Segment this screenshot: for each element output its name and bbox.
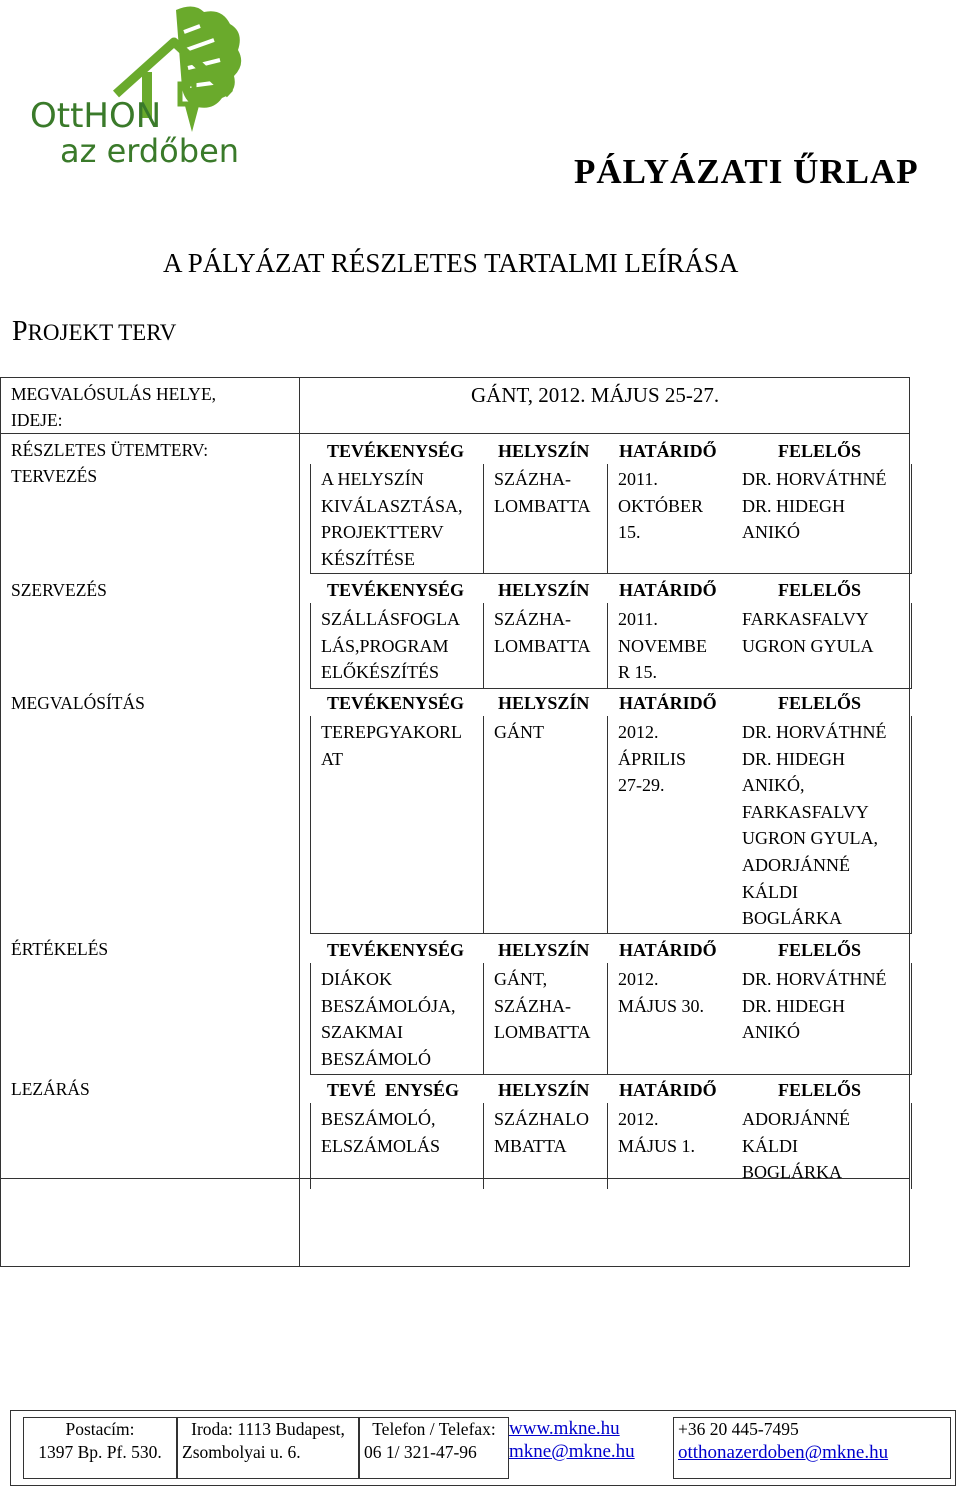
col-header-responsible: FELELŐS: [778, 693, 862, 713]
otthon-logo: [24, 2, 244, 172]
activity-cell: DIÁKOK BESZÁMOLÓJA, SZAKMAI BESZÁMOLÓ: [321, 969, 456, 1069]
col-header-place: HELYSZÍN: [498, 1080, 590, 1100]
col-header-responsible: FELELŐS: [778, 1080, 862, 1100]
footer-contact: [673, 1417, 951, 1479]
responsible-cell: FARKASFALVY UGRON GYULA: [742, 609, 874, 656]
place-cell: SZÁZHA- LOMBATTA: [494, 609, 591, 656]
section-title: [12, 316, 176, 348]
phone-value: 06 1/ 321-47-96: [364, 1442, 477, 1462]
responsible-cell: DR. HORVÁTHNÉ DR. HIDEGH ANIKÓ, FARKASFALVY UGRON GYULA, ADORJÁNNÉ KÁLDI BOGLÁRKA: [742, 722, 887, 929]
footer-phone: [359, 1417, 509, 1479]
col-header-deadline: HATÁRIDŐ: [619, 441, 717, 461]
postal-label: Postacím:: [65, 1419, 135, 1439]
activity-cell: BESZÁMOLÓ, ELSZÁMOLÁS: [321, 1109, 441, 1156]
email-link[interactable]: mkne@mkne.hu: [509, 1441, 635, 1462]
col-header-activity: TEVÉKENYSÉG: [327, 580, 465, 600]
col-header-activity: TEVÉKENYSÉG: [327, 693, 465, 713]
deadline-cell: 2011. NOVEMBE R 15.: [618, 609, 707, 683]
location-label: MEGVALÓSULÁS HELYE, IDEJE:: [11, 384, 217, 430]
postal-value: 1397 Bp. Pf. 530.: [38, 1442, 162, 1462]
email2-link[interactable]: otthonazerdoben@mkne.hu: [678, 1442, 889, 1463]
responsible-cell: ADORJÁNNÉ KÁLDI BOGLÁRKA: [742, 1109, 850, 1183]
location-value: GÁNT, 2012. MÁJUS 25-27.: [471, 383, 720, 407]
row-divider: [1, 433, 909, 434]
col-header-responsible: FELELŐS: [778, 940, 862, 960]
activity-cell: TEREPGYAKORL AT: [321, 722, 463, 769]
deadline-cell: 2012. ÁPRILIS 27-29.: [618, 722, 687, 796]
deadline-cell: 2012. MÁJUS 1.: [618, 1109, 696, 1156]
office-value: Zsombolyai u. 6.: [182, 1442, 301, 1462]
place-cell: GÁNT: [494, 722, 544, 742]
section-title-rest: ROJEKT TERV: [27, 320, 177, 345]
col-header-activity: TEVÉ ENYSÉG: [327, 1080, 460, 1100]
office-label: Iroda: 1113 Budapest,: [191, 1419, 345, 1439]
col-header-activity: TEVÉKENYSÉG: [327, 940, 465, 960]
col-header-place: HELYSZÍN: [498, 580, 590, 600]
cell-divider: [483, 716, 607, 934]
phone-label: Telefon / Telefax:: [372, 1419, 496, 1439]
footer-web: [509, 1417, 673, 1479]
col-header-place: HELYSZÍN: [498, 693, 590, 713]
web-link[interactable]: www.mkne.hu: [509, 1418, 620, 1439]
col-header-responsible: FELELŐS: [778, 441, 862, 461]
footer: [10, 1410, 956, 1486]
mobile-number: +36 20 445-7495: [678, 1419, 799, 1439]
schedule-label: RÉSZLETES ÜTEMTERV:: [11, 440, 209, 460]
col-header-deadline: HATÁRIDŐ: [619, 693, 717, 713]
page-title: PÁLYÁZATI ŰRLAP: [574, 152, 919, 191]
col-header-deadline: HATÁRIDŐ: [619, 940, 717, 960]
place-cell: SZÁZHALO MBATTA: [494, 1109, 589, 1156]
col-header-place: HELYSZÍN: [498, 441, 590, 461]
section-title-initial: P: [12, 316, 28, 347]
phase-name-tervezes: TERVEZÉS: [11, 466, 98, 486]
deadline-cell: 2011. OKTÓBER 15.: [618, 469, 703, 543]
phase-name-szervezes: SZERVEZÉS: [11, 580, 107, 600]
responsible-cell: DR. HORVÁTHNÉ DR. HIDEGH ANIKÓ: [742, 969, 887, 1043]
phase-name-lezaras: LEZÁRÁS: [11, 1079, 90, 1099]
activity-cell: A HELYSZÍN KIVÁLASZTÁSA, PROJEKTTERV KÉSZÍTÉSE: [321, 469, 463, 569]
place-cell: GÁNT, SZÁZHA- LOMBATTA: [494, 969, 591, 1043]
footer-office: [177, 1417, 359, 1479]
page-subtitle: A PÁLYÁZAT RÉSZLETES TARTALMI LEÍRÁSA: [163, 248, 739, 278]
activity-cell: SZÁLLÁSFOGLA LÁS,PROGRAM ELŐKÉSZÍTÉS: [321, 609, 461, 683]
project-plan-table: [0, 377, 910, 1267]
responsible-cell: DR. HORVÁTHNÉ DR. HIDEGH ANIKÓ: [742, 469, 887, 543]
col-header-deadline: HATÁRIDŐ: [619, 580, 717, 600]
place-cell: SZÁZHA- LOMBATTA: [494, 469, 591, 516]
logo-text-1: OttHON: [30, 96, 162, 136]
col-header-place: HELYSZÍN: [498, 940, 590, 960]
logo-text-2: az erdőben: [60, 132, 240, 170]
column-divider: [299, 378, 300, 1266]
col-header-responsible: FELELŐS: [778, 580, 862, 600]
phase-name-megvalositas: MEGVALÓSÍTÁS: [11, 693, 145, 713]
col-header-activity: TEVÉKENYSÉG: [327, 441, 465, 461]
footer-postal: [23, 1417, 177, 1479]
phase-name-ertekeles: ÉRTÉKELÉS: [11, 939, 109, 959]
col-header-deadline: HATÁRIDŐ: [619, 1080, 717, 1100]
deadline-cell: 2012. MÁJUS 30.: [618, 969, 705, 1016]
